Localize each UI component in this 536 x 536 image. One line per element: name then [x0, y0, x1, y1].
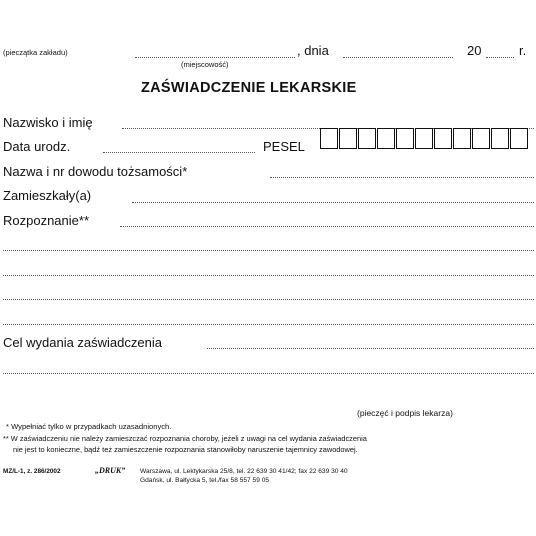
pesel-digit-box[interactable]: [396, 128, 414, 149]
publisher-logo: „DRUK”: [95, 466, 126, 475]
stamp-label: (pieczątka zakładu): [3, 48, 68, 57]
date-prefix: , dnia: [297, 43, 329, 58]
publisher-address-2: Gdańsk, ul. Bałtycka 5, tel./fax 58 557 59 05: [140, 477, 270, 484]
year-prefix: 20: [467, 43, 482, 58]
pesel-digit-box[interactable]: [339, 128, 357, 149]
signature-label: (pieczęć i podpis lekarza): [357, 408, 453, 418]
pesel-digit-box[interactable]: [415, 128, 433, 149]
id-document-label: Nazwa i nr dowodu tożsamości*: [3, 164, 188, 179]
diagnosis-line[interactable]: [3, 250, 534, 251]
purpose-field[interactable]: [207, 348, 534, 349]
residence-field[interactable]: [132, 202, 534, 203]
purpose-label: Cel wydania zaświadczenia: [3, 335, 162, 350]
diagnosis-line[interactable]: [3, 324, 534, 325]
pesel-digit-box[interactable]: [434, 128, 452, 149]
year-field[interactable]: [486, 57, 514, 58]
footnote-1: * Wypełniać tylko w przypadkach uzasadnionych.: [6, 422, 172, 431]
place-label: (miejscowość): [181, 60, 229, 69]
pesel-digit-box[interactable]: [453, 128, 471, 149]
pesel-digit-box[interactable]: [358, 128, 376, 149]
pesel-digit-box[interactable]: [472, 128, 490, 149]
place-field[interactable]: [135, 57, 295, 58]
pesel-digit-box[interactable]: [320, 128, 338, 149]
footnote-2-line-1: ** W zaświadczeniu nie należy zamieszczać rozpoznania choroby, jeżeli z uwagi na cel wydania zaświadczenia: [3, 434, 367, 443]
purpose-line[interactable]: [3, 373, 534, 374]
pesel-digit-box[interactable]: [377, 128, 395, 149]
birth-date-label: Data urodz.: [3, 139, 71, 154]
form-code: MZ/L-1, z. 286/2002: [3, 468, 61, 475]
birth-date-field[interactable]: [103, 152, 255, 153]
date-field[interactable]: [343, 57, 453, 58]
diagnosis-field[interactable]: [120, 226, 534, 227]
diagnosis-line[interactable]: [3, 275, 534, 276]
diagnosis-line[interactable]: [3, 299, 534, 300]
diagnosis-label: Rozpoznanie**: [3, 213, 90, 228]
pesel-digit-box[interactable]: [491, 128, 509, 149]
pesel-digit-box[interactable]: [510, 128, 528, 149]
name-label: Nazwisko i imię: [3, 115, 93, 130]
id-document-field[interactable]: [270, 177, 534, 178]
publisher-address-1: Warszawa, ul. Lektykarska 25/8, tel. 22 639 30 41/42; fax 22 639 30 40: [140, 468, 348, 475]
footnote-2-line-2: nie jest to konieczne, bądź też zamieszczenie rozpoznania stanowiłoby naruszenie tajemnicy zawodowej.: [13, 445, 358, 454]
residence-label: Zamieszkały(a): [3, 188, 92, 203]
document-title: ZAŚWIADCZENIE LEKARSKIE: [141, 80, 357, 96]
pesel-label: PESEL: [263, 139, 305, 154]
year-suffix: r.: [519, 43, 527, 58]
